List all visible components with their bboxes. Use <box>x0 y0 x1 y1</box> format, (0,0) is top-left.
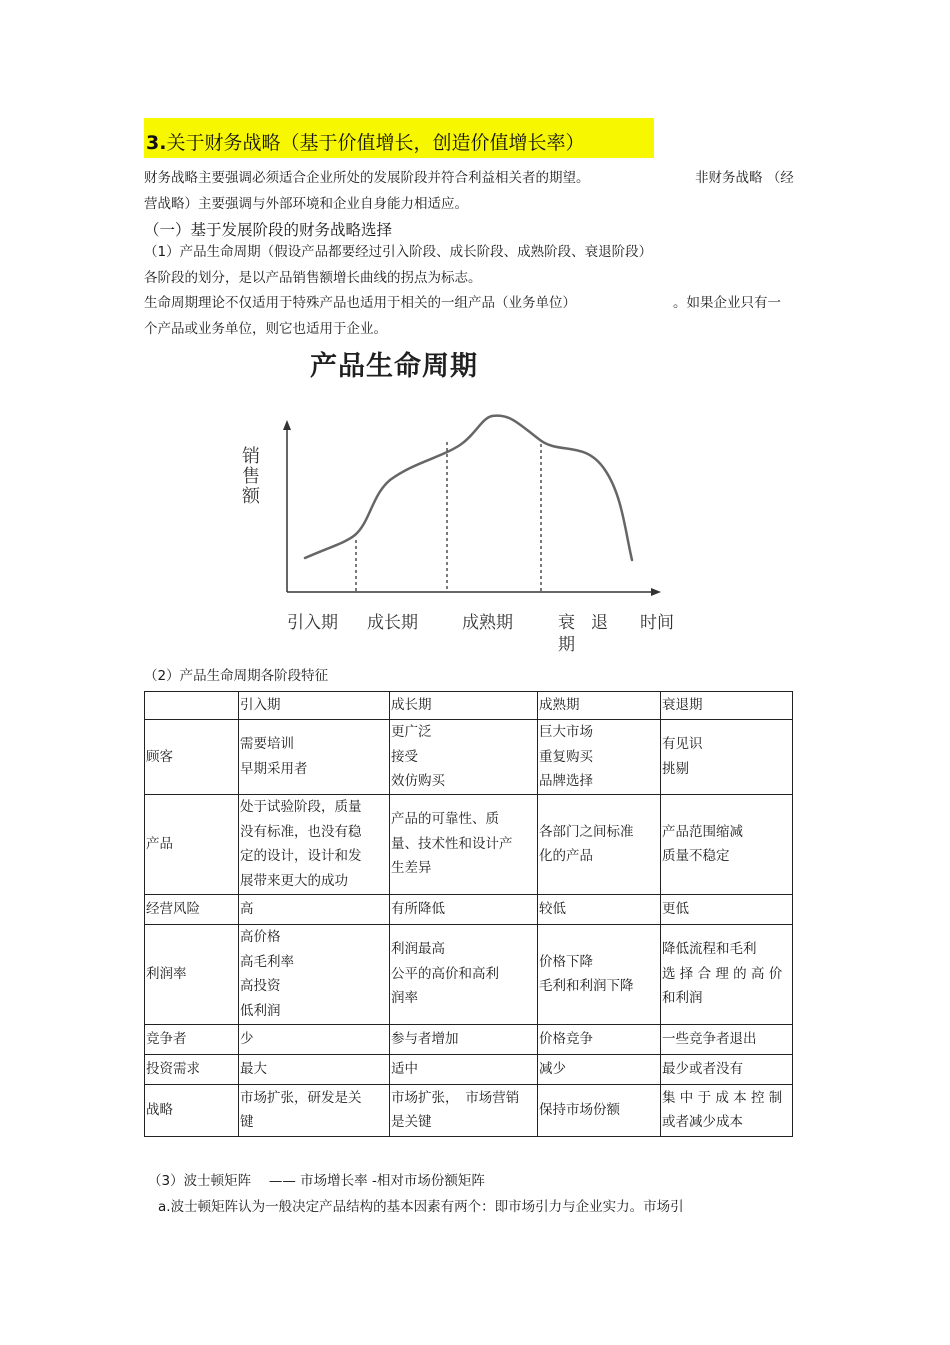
cell-line: 量、技术性和设计产 <box>391 835 513 852</box>
item-3: （3）波士顿矩阵 —— 市场增长率 -相对市场份额矩阵 <box>148 1173 485 1189</box>
table-cell <box>390 1054 538 1084</box>
paragraph-1a: 财务战略主要强调必须适合企业所处的发展阶段并符合利益相关者的期望。 <box>144 170 590 186</box>
cell-line: 最少或者没有 <box>662 1060 743 1077</box>
section-heading <box>146 128 584 155</box>
cell-line: 高毛利率 <box>240 953 294 970</box>
cell-line: 质量不稳定 <box>662 848 730 864</box>
cell-line: 减少 <box>539 1060 566 1077</box>
table-cell <box>538 1024 661 1054</box>
table-header-cell: 成长期 <box>390 692 538 720</box>
row-label: 顾客 <box>145 720 239 795</box>
table-cell <box>390 1084 538 1136</box>
y-axis-label-char: 售 <box>242 466 260 487</box>
table-header-cell <box>145 692 239 720</box>
table-cell <box>538 894 661 924</box>
item-2: （2）产品生命周期各阶段特征 <box>144 668 329 684</box>
cell-line: 适中 <box>391 1060 418 1077</box>
cell-line: 集 中 于 成 本 控 制 <box>662 1089 783 1106</box>
cell-line: 展带来更大的成功 <box>240 872 348 889</box>
table-header-cell: 引入期 <box>239 692 390 720</box>
cell-line: 定的设计，设计和发 <box>240 848 362 864</box>
table-row <box>145 894 793 924</box>
table-cell <box>661 924 793 1024</box>
y-axis-label-char: 销 <box>242 446 260 467</box>
cell-line: 市场扩张，研发是关 <box>240 1089 362 1106</box>
y-axis-arrow <box>283 420 291 430</box>
stage-label-decline-a: 衰 <box>558 613 575 633</box>
cell-line: 润率 <box>391 990 418 1007</box>
table-cell <box>390 894 538 924</box>
stage-characteristics-table <box>144 691 793 1137</box>
cell-line: 效仿购买 <box>391 773 445 789</box>
row-label: 竞争者 <box>145 1024 239 1054</box>
cell-line: 少 <box>240 1030 254 1047</box>
cell-line: 化的产品 <box>539 848 593 864</box>
table-cell <box>390 720 538 795</box>
table-cell <box>661 1084 793 1136</box>
item-1: （1）产品生命周期（假设产品都要经过引入阶段、成长阶段、成熟阶段、衰退阶段） <box>144 244 653 260</box>
table-row <box>145 794 793 894</box>
stage-label-growth: 成长期 <box>367 613 418 633</box>
cell-line: 价格下降 <box>539 953 593 970</box>
stage-label-decline-c: 期 <box>558 635 575 655</box>
x-axis-label: 时间 <box>640 613 674 633</box>
row-label: 投资需求 <box>145 1054 239 1084</box>
cell-line: 高 <box>240 900 254 917</box>
heading-text: 关于财务战略（基于价值增长，创造价值增长率） <box>166 132 585 154</box>
table-cell <box>390 924 538 1024</box>
table-row <box>145 1054 793 1084</box>
paragraph-2a: 生命周期理论不仅适用于特殊产品也适用于相关的一组产品（业务单位） <box>144 295 576 311</box>
cell-line: 巨大市场 <box>539 724 593 740</box>
table-cell <box>239 1084 390 1136</box>
table-header-row <box>145 692 793 720</box>
cell-line: 价格竞争 <box>539 1030 593 1047</box>
table-cell <box>661 720 793 795</box>
cell-line: 公平的高价和高利 <box>391 965 499 982</box>
table-cell <box>661 1054 793 1084</box>
cell-line: 各部门之间标准 <box>539 823 634 840</box>
y-axis-label <box>242 446 261 507</box>
table-cell <box>538 1084 661 1136</box>
table-cell <box>661 894 793 924</box>
table-row <box>145 924 793 1024</box>
table-cell <box>661 794 793 894</box>
stage-label-mature: 成熟期 <box>462 613 513 633</box>
item-3-a: a.波士顿矩阵认为一般决定产品结构的基本因素有两个：即市场引力与企业实力。市场引 <box>158 1199 684 1215</box>
cell-line: 保持市场份额 <box>539 1101 620 1118</box>
cell-line: 或者减少成本 <box>662 1114 743 1130</box>
table-row <box>145 1024 793 1054</box>
row-label: 利润率 <box>145 924 239 1024</box>
cell-line: 市场扩张， 市场营销 <box>391 1089 520 1106</box>
cell-line: 有见识 <box>662 736 703 753</box>
cell-line: 挑剔 <box>662 760 689 777</box>
cell-line: 生差异 <box>391 860 432 877</box>
paragraph-2b: 。如果企业只有一 <box>673 295 781 311</box>
paragraph-1c: 营战略）主要强调与外部环境和企业自身能力相适应。 <box>144 196 468 212</box>
table-cell <box>538 720 661 795</box>
cell-line: 是关键 <box>391 1114 432 1130</box>
cell-line: 高价格 <box>240 929 281 945</box>
item-1-note: 各阶段的划分，是以产品销售额增长曲线的拐点为标志。 <box>144 270 482 286</box>
table-cell <box>239 794 390 894</box>
stage-label-decline-b: 退 <box>591 613 608 633</box>
cell-line: 最大 <box>240 1060 267 1077</box>
cell-line: 参与者增加 <box>391 1030 459 1047</box>
table-cell <box>239 1054 390 1084</box>
table-cell <box>239 894 390 924</box>
paragraph-2c: 个产品或业务单位，则它也适用于企业。 <box>144 321 387 337</box>
table-cell <box>239 1024 390 1054</box>
table-row <box>145 720 793 795</box>
cell-line: 高投资 <box>240 978 281 994</box>
x-axis-arrow <box>651 588 661 596</box>
cell-line: 没有标准，也没有稳 <box>240 823 362 840</box>
row-label: 战略 <box>145 1084 239 1136</box>
cell-line: 产品范围缩减 <box>662 823 743 840</box>
cell-line: 毛利和利润下降 <box>539 978 634 994</box>
cell-line: 需要培训 <box>240 736 294 753</box>
section-title: （一）基于发展阶段的财务战略选择 <box>144 221 393 239</box>
row-label: 经营风险 <box>145 894 239 924</box>
y-axis-label-char: 额 <box>242 486 260 507</box>
heading-number: 3. <box>146 132 167 154</box>
cell-line: 利润最高 <box>391 941 445 958</box>
cell-line: 较低 <box>539 900 566 917</box>
table-row <box>145 1084 793 1136</box>
cell-line: 处于试验阶段，质量 <box>240 799 362 815</box>
cell-line: 有所降低 <box>391 900 445 917</box>
table-cell <box>239 924 390 1024</box>
table-cell <box>538 1054 661 1084</box>
cell-line: 和利润 <box>662 990 703 1007</box>
cell-line: 一些竞争者退出 <box>662 1030 757 1047</box>
cell-line: 重复购买 <box>539 748 593 765</box>
cell-line: 产品的可靠性、质 <box>391 811 499 828</box>
cell-line: 早期采用者 <box>240 760 308 777</box>
table-cell <box>239 720 390 795</box>
table-cell <box>661 1024 793 1054</box>
cell-line: 品牌选择 <box>539 773 593 789</box>
cell-line: 选 择 合 理 的 高 价 <box>662 965 783 982</box>
cell-line: 降低流程和毛利 <box>662 941 757 958</box>
row-label: 产品 <box>145 794 239 894</box>
lifecycle-chart <box>230 400 710 660</box>
table-header-cell: 衰退期 <box>661 692 793 720</box>
stage-label-intro: 引入期 <box>287 613 338 633</box>
table-cell <box>538 794 661 894</box>
table-cell <box>390 794 538 894</box>
table-cell <box>538 924 661 1024</box>
cell-line: 低利润 <box>240 1002 281 1019</box>
table-header-cell: 成熟期 <box>538 692 661 720</box>
cell-line: 键 <box>240 1114 254 1130</box>
chart-title: 产品生命周期 <box>310 351 478 382</box>
cell-line: 接受 <box>391 748 418 765</box>
cell-line: 更广泛 <box>391 724 432 740</box>
table-cell <box>390 1024 538 1054</box>
paragraph-1b: 非财务战略 （经 <box>695 170 794 186</box>
cell-line: 更低 <box>662 900 689 917</box>
sales-curve <box>305 416 632 560</box>
